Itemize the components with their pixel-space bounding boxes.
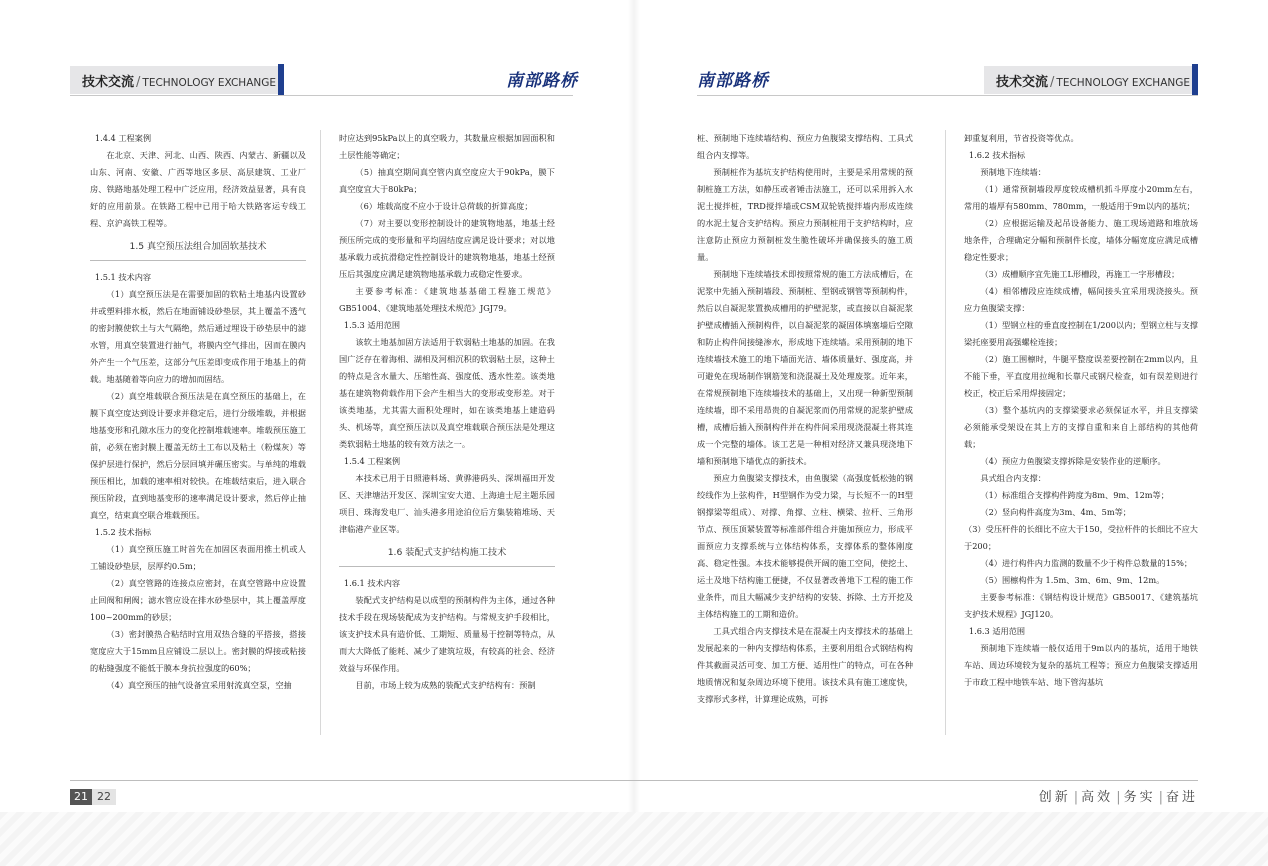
body-paragraph: 预制地下连续墙： bbox=[980, 167, 1046, 177]
body-paragraph: 主要参考标准：《建筑地基基础工程施工规范》GB51004、《建筑地基处理技术规范》JGJ79。 bbox=[339, 286, 555, 313]
body-paragraph: 该软土地基加固方法适用于软弱粘土地基的加固。在我国广泛存在着海相、湖相及河相沉积的软弱粘土层，这种土的特点是含水量大、压缩性高、强度低、透水性差。该类地基在建筑物荷载作用下会产生相当大的变形或变形差。对于该类地基，尤其需大面积处理时，如在该类地基上建造码头、机场等，真空预压法以及真空堆载联合预压法是处理这类软弱粘土地基的较有效方法之一。 bbox=[339, 337, 555, 449]
section-heading: 1.5 真空预压法组合加固软基技术 bbox=[90, 238, 306, 261]
body-paragraph: 具式组合内支撑： bbox=[980, 473, 1046, 483]
subsection-heading: 1.5.3 适用范围 bbox=[343, 320, 401, 330]
left-brand-logo: 南部路桥 bbox=[506, 71, 578, 91]
right-header-rule bbox=[697, 95, 1198, 96]
body-paragraph: （2）真空堆载联合预压法是在真空预压的基础上，在膜下真空度达到设计要求并稳定后，进行分级堆载，并根据地基变形和孔隙水压力的变化控制堆载速率。堆载预压施工前，必须在密封膜上覆盖无纺土工布以及粘土（粉煤灰）等保护层进行保护，然后分层回填并碾压密实。与单纯的堆载预压相比，加载的速率相对较快。在堆载结束后，进入联合预压阶段，直到地基变形的速率满足设计要求，然后停止抽真空，结束真空联合堆载预压。 bbox=[90, 391, 306, 520]
body-paragraph: 工具式组合内支撑技术是在混凝土内支撑技术的基础上发展起来的一种内支撑结构体系，主要利用组合式钢结构构件其截面灵活可变、加工方便、适用性广的特点，可在各种地质情况和复杂周边环境下使用。该技术具有施工速度快，支撑形式多样，计算理论成熟，可拆 bbox=[697, 626, 913, 704]
right-header-tab bbox=[1192, 64, 1198, 96]
body-paragraph: 目前，市场上较为成熟的装配式支护结构有：预制 bbox=[355, 680, 536, 690]
body-paragraph: （1）通常预制墙段厚度较成槽机抓斗厚度小20mm左右，常用的墙厚有580mm、780mm，一般适用于9m以内的基坑； bbox=[964, 184, 1198, 211]
page-gutter bbox=[628, 0, 640, 866]
slogan-word: 奋进 bbox=[1165, 790, 1198, 805]
footer-rule bbox=[70, 780, 1198, 781]
left-header-rule bbox=[70, 95, 573, 96]
body-paragraph: （3）成槽顺序宜先施工L形槽段，再施工一字形槽段； bbox=[980, 269, 1180, 279]
subsection-heading: 1.5.2 技术指标 bbox=[94, 527, 152, 537]
subsection-heading: 1.6.1 技术内容 bbox=[343, 578, 401, 588]
body-paragraph: 卸重复利用，节省投资等优点。 bbox=[964, 133, 1079, 143]
right-title-en: TECHNOLOGY EXCHANGE bbox=[1056, 76, 1191, 89]
body-paragraph: 主要参考标准：《钢结构设计规范》GB50017、《建筑基坑支护技术规程》JGJ120。 bbox=[964, 592, 1198, 619]
body-paragraph: （2）应根据运输及起吊设备能力、施工现场道路和堆放场地条件，合理确定分幅和预制件长度，墙体分幅宽度应满足成槽稳定性要求； bbox=[964, 218, 1198, 262]
body-paragraph: （4）真空预压的抽气设备宜采用射流真空泵，空抽 bbox=[106, 680, 292, 690]
body-paragraph: （1）标准组合支撑构件跨度为8m、9m、12m等； bbox=[980, 490, 1169, 500]
left-header-tab bbox=[278, 64, 284, 96]
slogan-word: 创新 bbox=[1038, 790, 1071, 805]
body-paragraph: （1）型钢立柱的垂直度控制在1/200以内；型钢立柱与支撑梁托座要用高强螺栓连接； bbox=[964, 320, 1198, 347]
right-title-cn: 技术交流 bbox=[996, 74, 1049, 90]
subsection-heading: 1.6.2 技术指标 bbox=[968, 150, 1026, 160]
body-paragraph: 预制桩作为基坑支护结构使用时，主要是采用常规的预制桩施工方法，如静压或者锤击法施工，还可以采用拆入水泥土搅拌桩，TRD搅拌墙或CSM双轮铣搅拌墙内形成连续的水泥土复合支护结构。预应力预制桩用于支护结构时，应注意防止预应力预制桩发生脆性破坏并确保接头的施工质量。 bbox=[697, 167, 913, 262]
body-paragraph: 装配式支护结构是以成型的预制构件为主体，通过各种技术手段在现场装配成为支护结构。与常规支护手段相比，该支护技术具有造价低、工期短、质量易于控制等特点，从而大大降低了能耗、减少了建筑垃圾，有较高的社会、经济效益与环保作用。 bbox=[339, 595, 555, 673]
body-paragraph: （3）整个基坑内的支撑梁要求必须保证水平，并且支撑梁必须能承受架设在其上方的支撑自重和来自上部结构的其他荷载； bbox=[964, 405, 1198, 449]
body-paragraph: （1）真空预压法是在需要加固的软粘土地基内设置砂井或塑料排水板，然后在地面铺设砂垫层，其上覆盖不透气的密封膜使软土与大气隔绝，然后通过埋设于砂垫层中的滤水管，用真空装置进行抽气，将膜内空气排出，因而在膜内外产生一个气压差，这部分气压差即变成作用于地基上的荷载。地基随着等向应力的增加而固结。 bbox=[90, 289, 306, 384]
body-paragraph: 在北京、天津、河北、山西、陕西、内蒙古、新疆以及山东、河南、安徽、广西等地区多层、高层建筑、工业厂房、铁路地基处理工程中广泛应用，经济效益显著，具有良好的应用前景。在铁路工程中已用于哈大铁路客运专线工程、京沪高铁工程等。 bbox=[90, 150, 306, 228]
body-paragraph: （2）竖向构件高度为3m、4m、5m等； bbox=[980, 507, 1131, 517]
text-column-2 bbox=[339, 130, 555, 735]
body-paragraph: （1）真空预压施工时首先在加固区表面用推土机或人工铺设砂垫层，层厚约0.5m； bbox=[90, 544, 306, 571]
body-paragraph: （2）施工围檩时，牛腿平整度误差要控制在2mm以内，且不能下垂，平直度用拉绳和长靠尺或钢尺检查，如有误差则进行校正，校正后采用焊接固定； bbox=[964, 354, 1198, 398]
body-paragraph: （3）受压杆件的长细比不应大于150，受拉杆件的长细比不应大于200； bbox=[964, 524, 1198, 551]
text-column-4 bbox=[964, 130, 1198, 735]
body-paragraph: （4）相邻槽段应连续成槽，幅间接头宜采用现浇接头。预应力鱼腹梁支撑： bbox=[964, 286, 1198, 313]
body-paragraph: （4）预应力鱼腹梁支撑拆除是安装作业的逆顺序。 bbox=[980, 456, 1166, 466]
body-paragraph: 时应达到95kPa以上的真空吸力，其数量应根据加固面积和土层性能等确定； bbox=[339, 133, 555, 160]
page-number-left: 21 bbox=[70, 789, 92, 805]
slogan-word: 务实 bbox=[1123, 790, 1156, 805]
body-paragraph: （5）抽真空期间真空管内真空度应大于90kPa，膜下真空度宜大于80kPa； bbox=[339, 167, 555, 194]
section-heading: 1.6 装配式支护结构施工技术 bbox=[339, 544, 555, 567]
text-column-1 bbox=[90, 130, 306, 735]
body-paragraph: （2）真空管路的连接点应密封，在真空管路中应设置止回阀和闸阀；滤水管应设在排水砂垫层中，其上覆盖厚度100~200mm的砂层； bbox=[90, 578, 306, 622]
body-paragraph: （4）进行构件内力监测的数量不少于构件总数量的15%； bbox=[980, 558, 1193, 568]
column-divider-left bbox=[320, 130, 321, 735]
page-numbers bbox=[70, 789, 116, 805]
page-number-right: 22 bbox=[92, 789, 116, 805]
slogan-word: 高效 bbox=[1081, 790, 1114, 805]
body-paragraph: （5）围檩构件为 1.5m、3m、6m、9m、12m。 bbox=[980, 575, 1165, 585]
subsection-heading: 1.5.1 技术内容 bbox=[94, 272, 152, 282]
footer-slogan: 创新 | 高效 | 务实 | 奋进 bbox=[1038, 790, 1198, 805]
column-divider-right bbox=[945, 130, 946, 735]
left-section-title: 技术交流 / TECHNOLOGY EXCHANGE bbox=[82, 74, 277, 90]
text-column-3 bbox=[697, 130, 913, 735]
subsection-heading: 1.5.4 工程案例 bbox=[343, 456, 401, 466]
subsection-heading: 1.4.4 工程案例 bbox=[94, 133, 152, 143]
right-header-bar bbox=[984, 66, 1192, 94]
left-title-en: TECHNOLOGY EXCHANGE bbox=[142, 76, 277, 89]
right-brand-logo: 南部路桥 bbox=[697, 71, 769, 91]
body-paragraph: 预制地下连续墙一般仅适用于9m以内的基坑，适用于地铁车站、周边环境较为复杂的基坑工程等；预应力鱼腹梁支撑适用于市政工程中地铁车站、地下管沟基坑 bbox=[964, 643, 1198, 687]
body-paragraph: 预应力鱼腹梁支撑技术，由鱼腹梁（高强度低松弛的钢绞线作为上弦构件，H型钢作为受力梁，与长短不一的H型钢撑梁等组成）、对撑、角撑、立柱、横梁、拉杆、三角形节点、预压顶紧装置等标准部件组合并施加预应力，形成平面预应力支撑系统与立体结构体系，支撑体系的整体刚度高、稳定性强。本技术能够提供开阔的施工空间，使挖土、运土及地下结构施工便捷，不仅显著改善地下工程的施工作业条件，而且大幅减少支护结构的安装、拆除、土方开挖及主体结构施工的工期和造价。 bbox=[697, 473, 913, 619]
subsection-heading: 1.6.3 适用范围 bbox=[968, 626, 1026, 636]
left-header-bar bbox=[70, 66, 280, 94]
body-paragraph: （7）对主要以变形控制设计的建筑物地基，地基土经预压所完成的变形量和平均固结度应满足设计要求；对以地基承载力或抗滑稳定性控制设计的建筑物地基，地基土经预压后其强度应满足建筑物地基承载力或稳定性要求。 bbox=[339, 218, 555, 279]
right-section-title: 技术交流 / TECHNOLOGY EXCHANGE bbox=[996, 74, 1191, 90]
body-paragraph: （3）密封膜热合粘结时宜用双热合缝的平搭接，搭接宽度应大于15mm且应铺设二层以上。密封膜的焊接或粘接的粘缝强度不能低于膜本身抗拉强度的60%； bbox=[90, 629, 306, 673]
left-title-cn: 技术交流 bbox=[82, 74, 135, 90]
body-paragraph: 桩、预制地下连续墙结构、预应力鱼腹梁支撑结构、工具式组合内支撑等。 bbox=[697, 133, 913, 160]
body-paragraph: （6）堆载高度不应小于设计总荷载的折算高度； bbox=[355, 201, 533, 211]
body-paragraph: 预制地下连续墙技术即按照常规的施工方法成槽后，在泥浆中先插入预制墙段、预制桩、型钢或钢管等预制构件，然后以自凝泥浆置换成槽用的护壁泥浆，或直接以自凝泥浆护壁成槽插入预制构件，以自凝泥浆的凝固体填塞墙后空隙和防止构件间接缝渗水，形成地下连续墙。采用预制的地下连续墙技术施工的地下墙面光洁、墙体质量好、强度高，并可避免在现场制作钢筋笼和浇混凝土及处理废浆。近年来，在常规预制地下连续墙技术的基础上，又出现一种新型预制连续墙，即不采用昂贵的自凝泥浆而仍用常规的泥浆护壁成槽，成槽后插入预制构件并在构件间采用现浇混凝土将其连成一个完整的墙体。该工艺是一种相对经济又兼具现浇地下墙和预制地下墙优点的新技术。 bbox=[697, 269, 913, 466]
body-paragraph: 本技术已用于日照港料场、黄骅港码头、深圳福田开发区、天津塘沽开发区、深圳宝安大道、上海迪士尼主题乐园项目、珠海发电厂、汕头港多用途泊位后方集装箱堆场、天津临港产业区等。 bbox=[339, 473, 555, 534]
footer-pattern bbox=[0, 812, 1268, 866]
